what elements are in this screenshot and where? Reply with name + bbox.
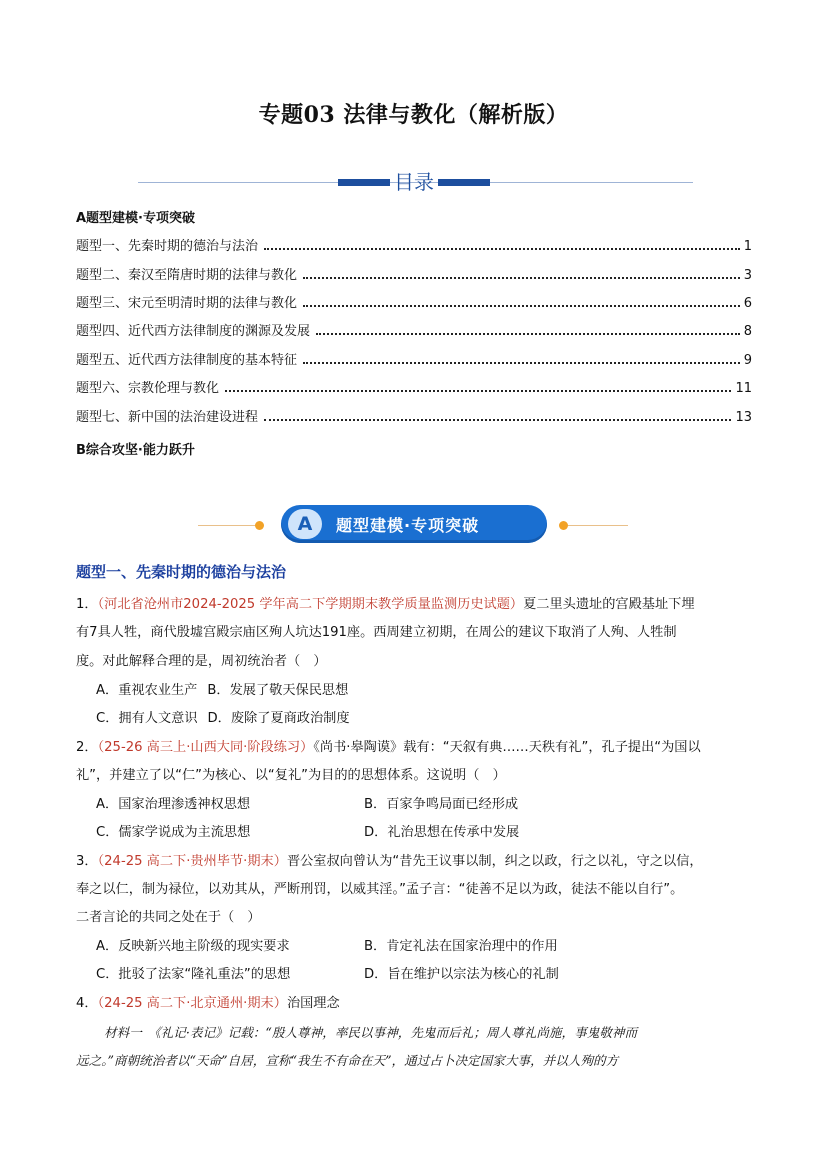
question-1-line-1: [76, 593, 695, 612]
banner-dot-right: [559, 521, 568, 530]
question-2-line-2: 礼”，并建立了以“仁”为核心、以“复礼”为目的的思想体系。这说明（ ）: [76, 768, 506, 783]
question-source: （25-26 高三上·山西大同·阶段练习）: [97, 740, 314, 755]
question-number: 3．: [76, 854, 98, 869]
question-3-line-1: [76, 850, 703, 869]
option-c[interactable]: C．批驳了法家“隆礼重法”的思想: [96, 967, 291, 982]
option-a[interactable]: A．重视农业生产: [96, 683, 198, 698]
question-3-line-2: 奉之以仁，制为禄位，以劝其从，严断刑罚，以威其淫。”孟子言：“徒善不足以为政，徒法不能以自行”。: [76, 882, 684, 897]
toc-item-page: 11: [735, 381, 752, 396]
document-title: 专题03 法律与教化（解析版）: [258, 102, 569, 128]
question-1-line-2: 有7具人牲，商代殷墟宫殿宗庙区殉人坑达191座。西周建立初期，在周公的建议下取消了人殉、人牲制: [76, 625, 677, 640]
banner-line-left: [198, 525, 260, 526]
question-source: （24-25 高二下·贵州毕节·期末）: [97, 854, 287, 869]
option-b[interactable]: B．百家争鸣局面已经形成: [364, 797, 519, 812]
material-line-1: 材料一 《礼记·表记》记载：“殷人尊神，率民以事神，先鬼而后礼；周人尊礼尚施，事鬼敬神而: [104, 1025, 638, 1040]
toc-item-page: 3: [743, 268, 752, 283]
question-number: 1．: [76, 597, 98, 612]
toc-item-label: 题型五、近代西方法律制度的基本特征: [76, 353, 298, 368]
toc-leader-dots: [264, 418, 731, 421]
toc-item-label: 题型七、新中国的法治建设进程: [76, 410, 259, 425]
question-text: 治国理念: [286, 996, 340, 1011]
question-source: （24-25 高二下·北京通州·期末）: [97, 996, 287, 1011]
toc-leader-dots: [303, 304, 740, 307]
question-4-line-1: [76, 992, 340, 1011]
toc-item[interactable]: [76, 265, 752, 283]
option-d[interactable]: D．礼治思想在传承中发展: [364, 825, 520, 840]
toc-item-label: 题型二、秦汉至隋唐时期的法律与教化: [76, 268, 298, 283]
option-d[interactable]: D．废除了夏商政治制度: [207, 711, 350, 726]
question-number: 4．: [76, 996, 98, 1011]
toc-leader-dots: [303, 276, 740, 279]
section-heading: 题型一、先秦时期的德治与法治: [76, 563, 287, 581]
toc-heading: 目录: [394, 170, 434, 194]
toc-item[interactable]: [76, 350, 752, 368]
question-2-line-1: [76, 736, 701, 755]
toc-item-page: 6: [743, 296, 752, 311]
toc-item-label: 题型一、先秦时期的德治与法治: [76, 239, 259, 254]
toc-leader-dots: [264, 247, 740, 250]
toc-item[interactable]: [76, 236, 752, 254]
question-text: 晋公室叔向曾认为“昔先王议事以制，纠之以政，行之以礼，守之以信，: [286, 854, 703, 869]
question-1-line-3: 度。对此解释合理的是，周初统治者（ ）: [76, 654, 327, 669]
option-a[interactable]: A．国家治理渗透神权思想: [96, 797, 251, 812]
toc-section-a: A题型建模·专项突破: [76, 211, 195, 226]
banner-dot-left: [255, 521, 264, 530]
banner-title: 题型建模·专项突破: [336, 516, 480, 535]
toc-leader-dots: [316, 332, 740, 335]
option-d[interactable]: D．旨在维护以宗法为核心的礼制: [364, 967, 559, 982]
question-text: 夏二里头遗址的宫殿基址下埋: [523, 597, 695, 612]
toc-section-b: B综合攻坚·能力跃升: [76, 443, 195, 458]
toc-item[interactable]: [76, 378, 752, 396]
question-1-option-ab[interactable]: [96, 679, 348, 698]
toc-leader-dots: [303, 361, 740, 364]
toc-leader-dots: [225, 389, 731, 392]
toc-item-label: 题型六、宗教伦理与教化: [76, 381, 220, 396]
toc-item-page: 8: [743, 324, 752, 339]
toc-item-page: 1: [743, 239, 752, 254]
material-line-2: 远之。”商朝统治者以“天命”自居，宣称“我生不有命在天”，通过占卜决定国家大事，并以人殉的方: [76, 1053, 619, 1068]
toc-item[interactable]: [76, 321, 752, 339]
question-1-option-cd[interactable]: [96, 707, 350, 726]
option-c[interactable]: C．拥有人文意识: [96, 711, 198, 726]
option-b[interactable]: B．发展了敬天保民思想: [207, 683, 349, 698]
option-b[interactable]: B．肯定礼法在国家治理中的作用: [364, 939, 558, 954]
banner-letter-badge: A: [288, 509, 322, 539]
toc-item[interactable]: [76, 293, 752, 311]
question-source: （河北省沧州市2024-2025 学年高二下学期期末教学质量监测历史试题）: [97, 597, 524, 612]
banner-line-right: [568, 525, 628, 526]
toc-divider-bar-left: [338, 179, 390, 186]
option-a[interactable]: A．反映新兴地主阶级的现实要求: [96, 939, 290, 954]
toc-item-label: 题型四、近代西方法律制度的渊源及发展: [76, 324, 311, 339]
question-number: 2．: [76, 740, 98, 755]
option-c[interactable]: C．儒家学说成为主流思想: [96, 825, 251, 840]
toc-divider-bar-right: [438, 179, 490, 186]
toc-item-label: 题型三、宋元至明清时期的法律与教化: [76, 296, 298, 311]
toc-item[interactable]: [76, 407, 752, 425]
question-3-line-3: 二者言论的共同之处在于（ ）: [76, 910, 261, 925]
toc-item-page: 9: [743, 353, 752, 368]
question-text: 《尚书·皋陶谟》载有：“天叙有典……天秩有礼”，孔子提出“为国以: [313, 740, 701, 755]
toc-item-page: 13: [735, 410, 752, 425]
